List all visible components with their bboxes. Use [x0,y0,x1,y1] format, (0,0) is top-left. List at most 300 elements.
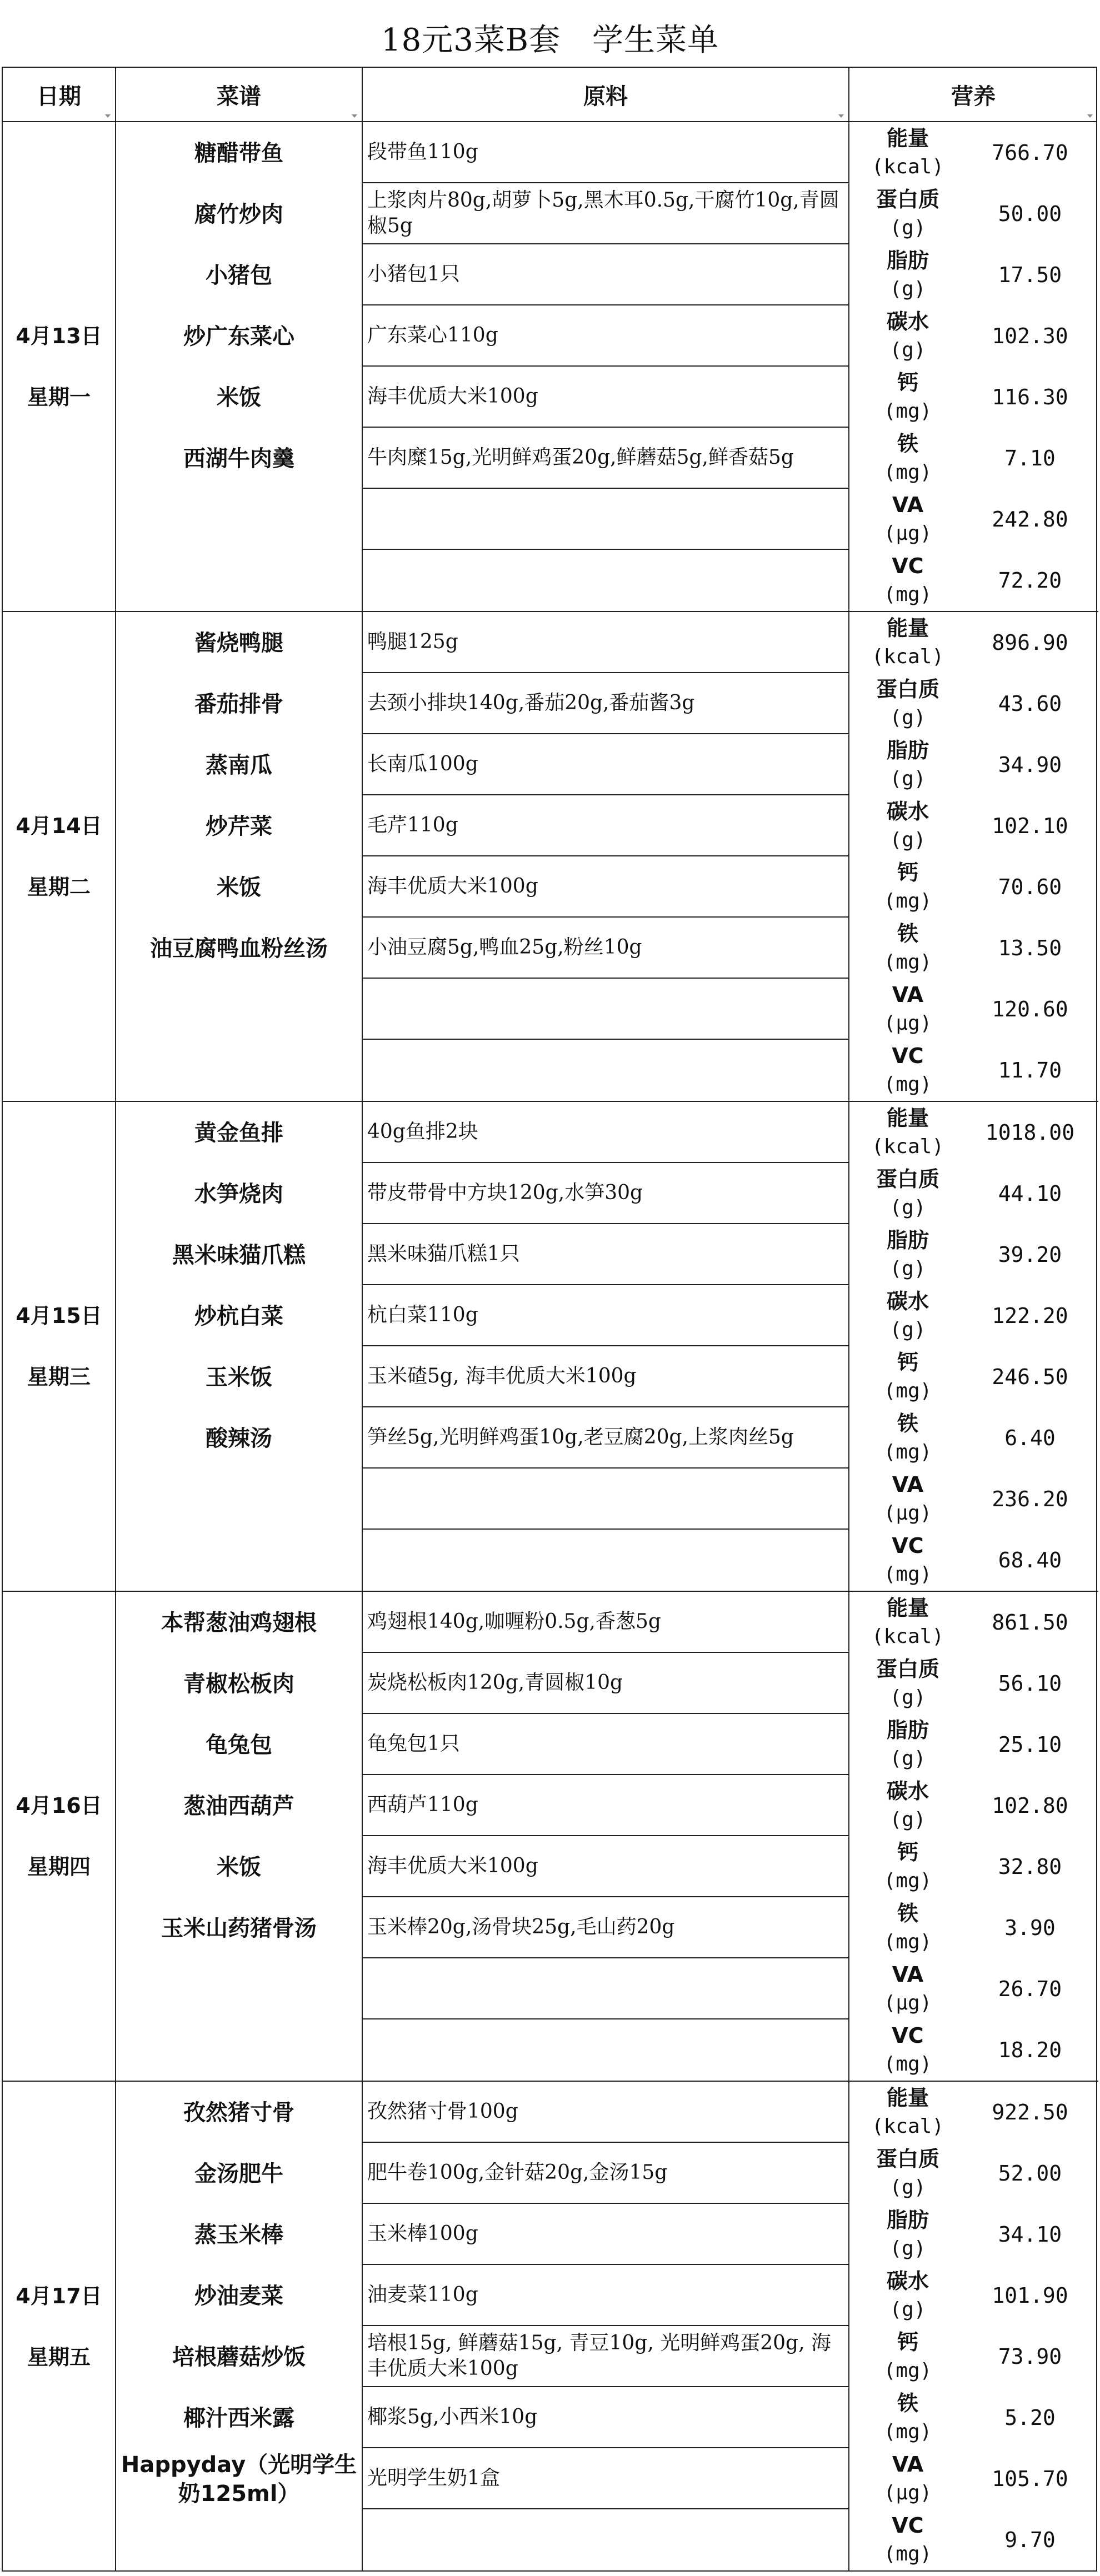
ingredient-cell [363,489,848,550]
nutrient-name: VA [892,1962,924,1987]
nutrient-name: 能量 [886,1596,929,1620]
date-cell [3,612,116,1101]
dish-column [116,1592,363,2081]
ingredient-cell: 龟兔包1只 [363,1714,848,1775]
header-date [3,68,116,122]
nutrient-unit: (g) [889,2298,926,2321]
nutrition-row [849,2326,1097,2387]
dish-name: 米饭 [217,1855,261,1880]
dish-name: 椰汁西米露 [183,2405,294,2431]
nutrient-value: 102.10 [992,814,1068,838]
nutrient-unit: (kcal) [871,1625,944,1648]
nutrition-row [849,1836,1097,1897]
dish-name: 米饭 [217,385,261,410]
nutrient-label [849,1897,966,1958]
ingredient-cell: 牛肉糜15g,光明鲜鸡蛋20g,鲜蘑菇5g,鲜香菇5g [363,428,848,489]
nutrient-label [849,367,966,428]
dish-name: 糖醋带鱼 [194,141,283,166]
nutrient-value: 17.50 [998,263,1062,287]
nutrition-row [849,2265,1097,2326]
nutrient-unit: (g) [889,1747,926,1770]
header-dish [116,68,363,122]
filter-arrow-icon[interactable] [838,114,844,118]
page-title: 18元3菜B套 学生菜单 [381,22,719,58]
nutrient-value: 766.70 [992,141,1068,165]
nutrient-label [849,1592,966,1653]
ingredients-column [363,122,849,611]
nutrient-value: 25.10 [998,1732,1062,1757]
nutrient-value: 11.70 [998,1058,1062,1082]
nutrient-name: 脂肪 [886,248,929,273]
dish-name: 培根蘑菇炒饭 [172,2344,306,2370]
nutrition-column [849,612,1097,1101]
nutrient-value: 242.80 [992,507,1068,532]
nutrition-row [849,856,1097,918]
nutrient-unit: (g) [889,217,926,239]
dish-name: 黄金鱼排 [194,1120,283,1146]
nutrition-row [849,1040,1097,1101]
nutrient-name: 钙 [897,2330,918,2354]
nutrient-unit: (μg) [883,1992,932,2014]
nutrient-unit: (g) [889,1319,926,1341]
nutrient-unit: (g) [889,768,926,790]
ingredient-cell [363,1530,848,1591]
ingredient-cell [363,979,848,1040]
nutrient-value: 39.20 [998,1242,1062,1267]
nutrient-unit: (g) [889,2237,926,2260]
nutrient-value: 52.00 [998,2161,1062,2186]
nutrient-unit: (mg) [883,1931,932,1953]
date-text: 4月13日 [16,324,102,348]
nutrition-row [849,1346,1097,1407]
nutrient-label [849,122,966,183]
nutrient-unit: (mg) [883,583,932,606]
nutrient-name: 能量 [886,2086,929,2110]
day-block [3,122,1098,612]
day-block [3,1592,1098,2082]
dish-name: 蒸玉米棒 [194,2222,283,2248]
dish-column [116,2082,363,2572]
nutrient-name: 碳水 [886,2269,929,2293]
nutrient-name: 蛋白质 [876,187,939,212]
nutrition-row [849,1469,1097,1530]
nutrient-name: VA [892,493,924,517]
nutrient-value: 13.50 [998,936,1062,960]
header-nutrition [849,68,1097,122]
nutrient-unit: (g) [889,1808,926,1831]
nutrient-label [849,2204,966,2265]
nutrition-row [849,2019,1097,2081]
nutrient-label [849,1469,966,1530]
nutrient-value: 70.60 [998,875,1062,899]
nutrient-value: 34.10 [998,2222,1062,2247]
nutrition-row [849,550,1097,611]
nutrient-label [849,856,966,918]
ingredient-cell: 鸡翅根140g,咖喱粉0.5g,香葱5g [363,1592,848,1653]
ingredient-cell: 笋丝5g,光明鲜鸡蛋10g,老豆腐20g,上浆肉丝5g [363,1407,848,1469]
dish-name: 番茄排骨 [194,691,283,717]
nutrient-value: 101.90 [992,2283,1068,2308]
nutrient-unit: (g) [889,1686,926,1709]
dish-name: 米饭 [217,875,261,900]
nutrition-row [849,428,1097,489]
nutrient-label [849,918,966,979]
dish-name: 腐竹炒肉 [194,202,283,227]
header-ingredients [363,68,849,122]
nutrient-unit: (kcal) [871,2115,944,2138]
nutrient-label [849,1775,966,1836]
nutrient-value: 236.20 [992,1487,1068,1511]
nutrient-label [849,1040,966,1101]
nutrient-value: 68.40 [998,1548,1062,1572]
nutrient-value: 50.00 [998,202,1062,226]
nutrient-label [849,795,966,856]
nutrient-unit: (mg) [883,1441,932,1464]
nutrient-name: 钙 [897,1350,918,1375]
date-cell [3,122,116,611]
ingredient-cell: 西葫芦110g [363,1775,848,1836]
nutrient-name: VA [892,1472,924,1497]
ingredient-cell: 长南瓜100g [363,734,848,795]
dish-name: 小猪包 [206,263,272,288]
dish-name: 玉米饭 [206,1365,272,1390]
nutrient-value: 861.50 [992,1610,1068,1635]
nutrition-row [849,918,1097,979]
nutrient-label [849,2019,966,2081]
nutrient-label [849,1346,966,1407]
filter-arrow-icon[interactable] [1087,114,1093,118]
nutrient-value: 6.40 [1004,1426,1056,1450]
ingredient-cell: 杭白菜110g [363,1285,848,1346]
nutrient-value: 7.10 [1004,446,1056,470]
nutrient-unit: (mg) [883,2053,932,2076]
nutrient-unit: (g) [889,1257,926,1280]
nutrient-value: 43.60 [998,691,1062,716]
nutrient-name: 能量 [886,1106,929,1130]
nutrient-label [849,1530,966,1591]
nutrient-unit: (mg) [883,1380,932,1402]
date-text: 4月14日 [16,814,102,838]
nutrition-row [849,1958,1097,2019]
nutrition-row [849,122,1097,183]
nutrient-name: 碳水 [886,1289,929,1314]
day-block [3,2082,1098,2572]
nutrient-value: 73.90 [998,2344,1062,2369]
weekday-text: 星期三 [27,1365,91,1389]
dish-name: 水笋烧肉 [194,1181,283,1207]
dish-column [116,1102,363,1591]
header-nutrition-label: 营养 [951,83,996,109]
nutrition-row [849,1102,1097,1163]
nutrient-unit: (mg) [883,2359,932,2382]
menu-table [2,67,1097,2572]
nutrient-unit: (mg) [883,2543,932,2565]
nutrient-value: 32.80 [998,1855,1062,1879]
header-dish-label: 菜谱 [217,83,261,109]
nutrient-unit: (g) [889,339,926,362]
nutrient-label [849,1714,966,1775]
nutrient-name: VA [892,2452,924,2477]
ingredient-cell [363,2019,848,2081]
nutrient-label [849,1836,966,1897]
nutrition-row [849,1714,1097,1775]
date-text: 4月17日 [16,2284,102,2308]
nutrient-name: VC [892,554,924,578]
ingredient-cell: 小猪包1只 [363,244,848,305]
nutrition-row [849,2448,1097,2509]
weekday-text: 星期二 [27,875,91,899]
nutrient-name: 能量 [886,616,929,640]
nutrition-row [849,244,1097,305]
nutrient-unit: (mg) [883,400,932,423]
ingredient-cell: 鸭腿125g [363,612,848,673]
nutrition-row [849,1163,1097,1224]
nutrient-unit: (kcal) [871,156,944,178]
dish-name: Happyday（光明学生奶125ml） [121,2452,357,2507]
nutrition-row [849,2143,1097,2204]
nutrient-label [849,1102,966,1163]
nutrient-unit: (g) [889,1196,926,1219]
nutrient-unit: (mg) [883,1870,932,1892]
nutrient-value: 122.20 [992,1304,1068,1328]
nutrient-name: VC [892,2513,924,2538]
nutrition-column [849,1592,1097,2081]
nutrient-value: 116.30 [992,385,1068,409]
nutrient-label [849,734,966,795]
dish-name: 龟兔包 [206,1732,272,1758]
ingredient-cell [363,1469,848,1530]
nutrient-label [849,979,966,1040]
nutrient-value: 102.30 [992,324,1068,348]
nutrient-name: VC [892,2023,924,2048]
nutrition-row [849,489,1097,550]
nutrient-name: 钙 [897,860,918,885]
ingredients-column [363,1102,849,1591]
nutrient-value: 120.60 [992,997,1068,1021]
weekday-text: 星期五 [27,2345,91,2369]
nutrient-value: 102.80 [992,1793,1068,1818]
nutrient-value: 18.20 [998,2038,1062,2062]
nutrient-value: 72.20 [998,568,1062,593]
nutrition-row [849,305,1097,367]
nutrient-value: 1018.00 [985,1120,1075,1145]
nutrient-label [849,2509,966,2570]
dish-name: 炒油麦菜 [194,2283,283,2309]
nutrient-value: 246.50 [992,1365,1068,1389]
nutrition-row [849,2204,1097,2265]
nutrition-row [849,795,1097,856]
nutrient-value: 26.70 [998,1977,1062,2001]
nutrition-row [849,183,1097,244]
ingredient-cell: 椰浆5g,小西米10g [363,2387,848,2448]
nutrient-name: 能量 [886,126,929,151]
ingredient-cell: 玉米棒20g,汤骨块25g,毛山药20g [363,1897,848,1958]
date-cell [3,1592,116,2081]
nutrient-unit: (μg) [883,2482,932,2504]
nutrition-row [849,367,1097,428]
nutrient-unit: (kcal) [871,645,944,668]
dish-name: 葱油西葫芦 [183,1793,294,1819]
date-text: 4月15日 [16,1304,102,1328]
nutrient-name: 碳水 [886,1779,929,1803]
ingredient-cell: 孜然猪寸骨100g [363,2082,848,2143]
nutrient-name: 脂肪 [886,738,929,763]
ingredient-cell [363,1040,848,1101]
ingredient-cell: 毛芹110g [363,795,848,856]
nutrient-value: 9.70 [1004,2528,1056,2552]
dish-name: 青椒松板肉 [183,1671,294,1697]
header-ingredients-label: 原料 [583,83,628,109]
nutrition-row [849,1897,1097,1958]
nutrient-unit: (mg) [883,461,932,484]
nutrient-name: 铁 [897,1411,918,1436]
nutrient-unit: (g) [889,2176,926,2199]
nutrition-row [849,2509,1097,2570]
nutrient-label [849,2143,966,2204]
nutrition-row [849,1530,1097,1591]
nutrient-unit: (μg) [883,1502,932,1525]
day-block [3,1102,1098,1592]
ingredient-cell [363,550,848,611]
nutrient-unit: (mg) [883,2420,932,2443]
nutrient-label [849,2082,966,2143]
nutrient-value: 44.10 [998,1181,1062,1206]
weekday-text: 星期四 [27,1855,91,1879]
ingredient-cell: 段带鱼110g [363,122,848,183]
nutrient-name: 脂肪 [886,1718,929,1742]
ingredients-column [363,1592,849,2081]
nutrient-label [849,1958,966,2019]
ingredient-cell: 肥牛卷100g,金针菇20g,金汤15g [363,2143,848,2204]
nutrient-name: 铁 [897,2391,918,2415]
nutrient-unit: (g) [889,706,926,729]
nutrient-name: 蛋白质 [876,677,939,701]
nutrition-row [849,612,1097,673]
nutrient-unit: (mg) [883,1073,932,1096]
nutrient-name: 钙 [897,1840,918,1865]
day-block [3,612,1098,1102]
dish-name: 玉米山药猪骨汤 [161,1916,317,1941]
ingredient-cell: 上浆肉片80g,胡萝卜5g,黑木耳0.5g,干腐竹10g,青圆椒5g [363,183,848,244]
dish-name: 本帮葱油鸡翅根 [161,1610,317,1636]
ingredients-column [363,2082,849,2572]
nutrient-value: 896.90 [992,630,1068,655]
nutrient-name: 铁 [897,1901,918,1926]
ingredient-cell: 黑米味猫爪糕1只 [363,1224,848,1285]
nutrient-label [849,428,966,489]
nutrient-label [849,489,966,550]
nutrition-row [849,734,1097,795]
nutrition-row [849,1224,1097,1285]
nutrition-column [849,2082,1097,2572]
nutrition-row [849,979,1097,1040]
nutrient-name: 碳水 [886,309,929,334]
ingredient-cell: 玉米碴5g, 海丰优质大米100g [363,1346,848,1407]
nutrition-row [849,1285,1097,1346]
dish-name: 金汤肥牛 [194,2161,283,2187]
ingredient-cell: 40g鱼排2块 [363,1102,848,1163]
nutrient-unit: (kcal) [871,1135,944,1158]
ingredient-cell: 光明学生奶1盒 [363,2448,848,2509]
ingredient-cell: 玉米棒100g [363,2204,848,2265]
ingredient-cell [363,1958,848,2019]
nutrition-column [849,122,1097,611]
nutrient-label [849,2326,966,2387]
ingredient-cell: 小油豆腐5g,鸭血25g,粉丝10g [363,918,848,979]
nutrient-label [849,1653,966,1714]
ingredient-cell [363,2509,848,2570]
nutrient-label [849,183,966,244]
nutrient-label [849,550,966,611]
header-date-label: 日期 [37,83,81,109]
nutrient-unit: (mg) [883,1563,932,1586]
dish-name: 炒芹菜 [206,814,272,839]
nutrient-name: 铁 [897,921,918,946]
ingredient-cell: 海丰优质大米100g [363,367,848,428]
nutrient-value: 3.90 [1004,1916,1056,1940]
nutrient-value: 34.90 [998,753,1062,777]
nutrition-row [849,2082,1097,2143]
nutrient-label [849,673,966,734]
filter-arrow-icon[interactable] [105,114,111,118]
nutrition-row [849,1775,1097,1836]
nutrient-label [849,1163,966,1224]
nutrient-value: 5.20 [1004,2405,1056,2430]
nutrient-value: 105.70 [992,2467,1068,2491]
nutrient-unit: (g) [889,829,926,851]
dish-name: 蒸南瓜 [206,753,272,778]
nutrient-label [849,2265,966,2326]
nutrition-column [849,1102,1097,1591]
ingredients-column [363,612,849,1101]
dish-name: 炒杭白菜 [194,1304,283,1329]
dish-name: 油豆腐鸭血粉丝汤 [150,936,328,961]
nutrient-unit: (mg) [883,951,932,974]
dish-name: 炒广东菜心 [183,324,294,349]
nutrient-label [849,2387,966,2448]
ingredient-cell: 炭烧松板肉120g,青圆椒10g [363,1653,848,1714]
dish-name: 酸辣汤 [206,1426,272,1451]
nutrition-row [849,1653,1097,1714]
filter-arrow-icon[interactable] [352,114,357,118]
nutrient-label [849,1407,966,1469]
dish-name: 酱烧鸭腿 [194,630,283,656]
nutrition-row [849,1407,1097,1469]
ingredient-cell: 广东菜心110g [363,305,848,367]
ingredient-cell: 培根15g, 鲜蘑菇15g, 青豆10g, 光明鲜鸡蛋20g, 海丰优质大米100g [363,2326,848,2387]
nutrient-name: 铁 [897,432,918,456]
nutrient-unit: (μg) [883,1012,932,1035]
nutrition-row [849,673,1097,734]
ingredient-cell: 海丰优质大米100g [363,856,848,918]
nutrient-name: 蛋白质 [876,1657,939,1681]
nutrient-name: 蛋白质 [876,1167,939,1191]
nutrient-label [849,612,966,673]
nutrient-label [849,305,966,367]
nutrient-label [849,244,966,305]
nutrient-unit: (mg) [883,890,932,913]
nutrient-label [849,2448,966,2509]
dish-name: 孜然猪寸骨 [183,2100,294,2126]
dish-name: 西湖牛肉羹 [183,446,294,472]
nutrition-row [849,1592,1097,1653]
nutrient-name: 脂肪 [886,1228,929,1252]
nutrient-label [849,1285,966,1346]
nutrient-name: 碳水 [886,799,929,824]
nutrient-name: VC [892,1533,924,1558]
nutrition-row [849,2387,1097,2448]
nutrient-unit: (μg) [883,522,932,545]
